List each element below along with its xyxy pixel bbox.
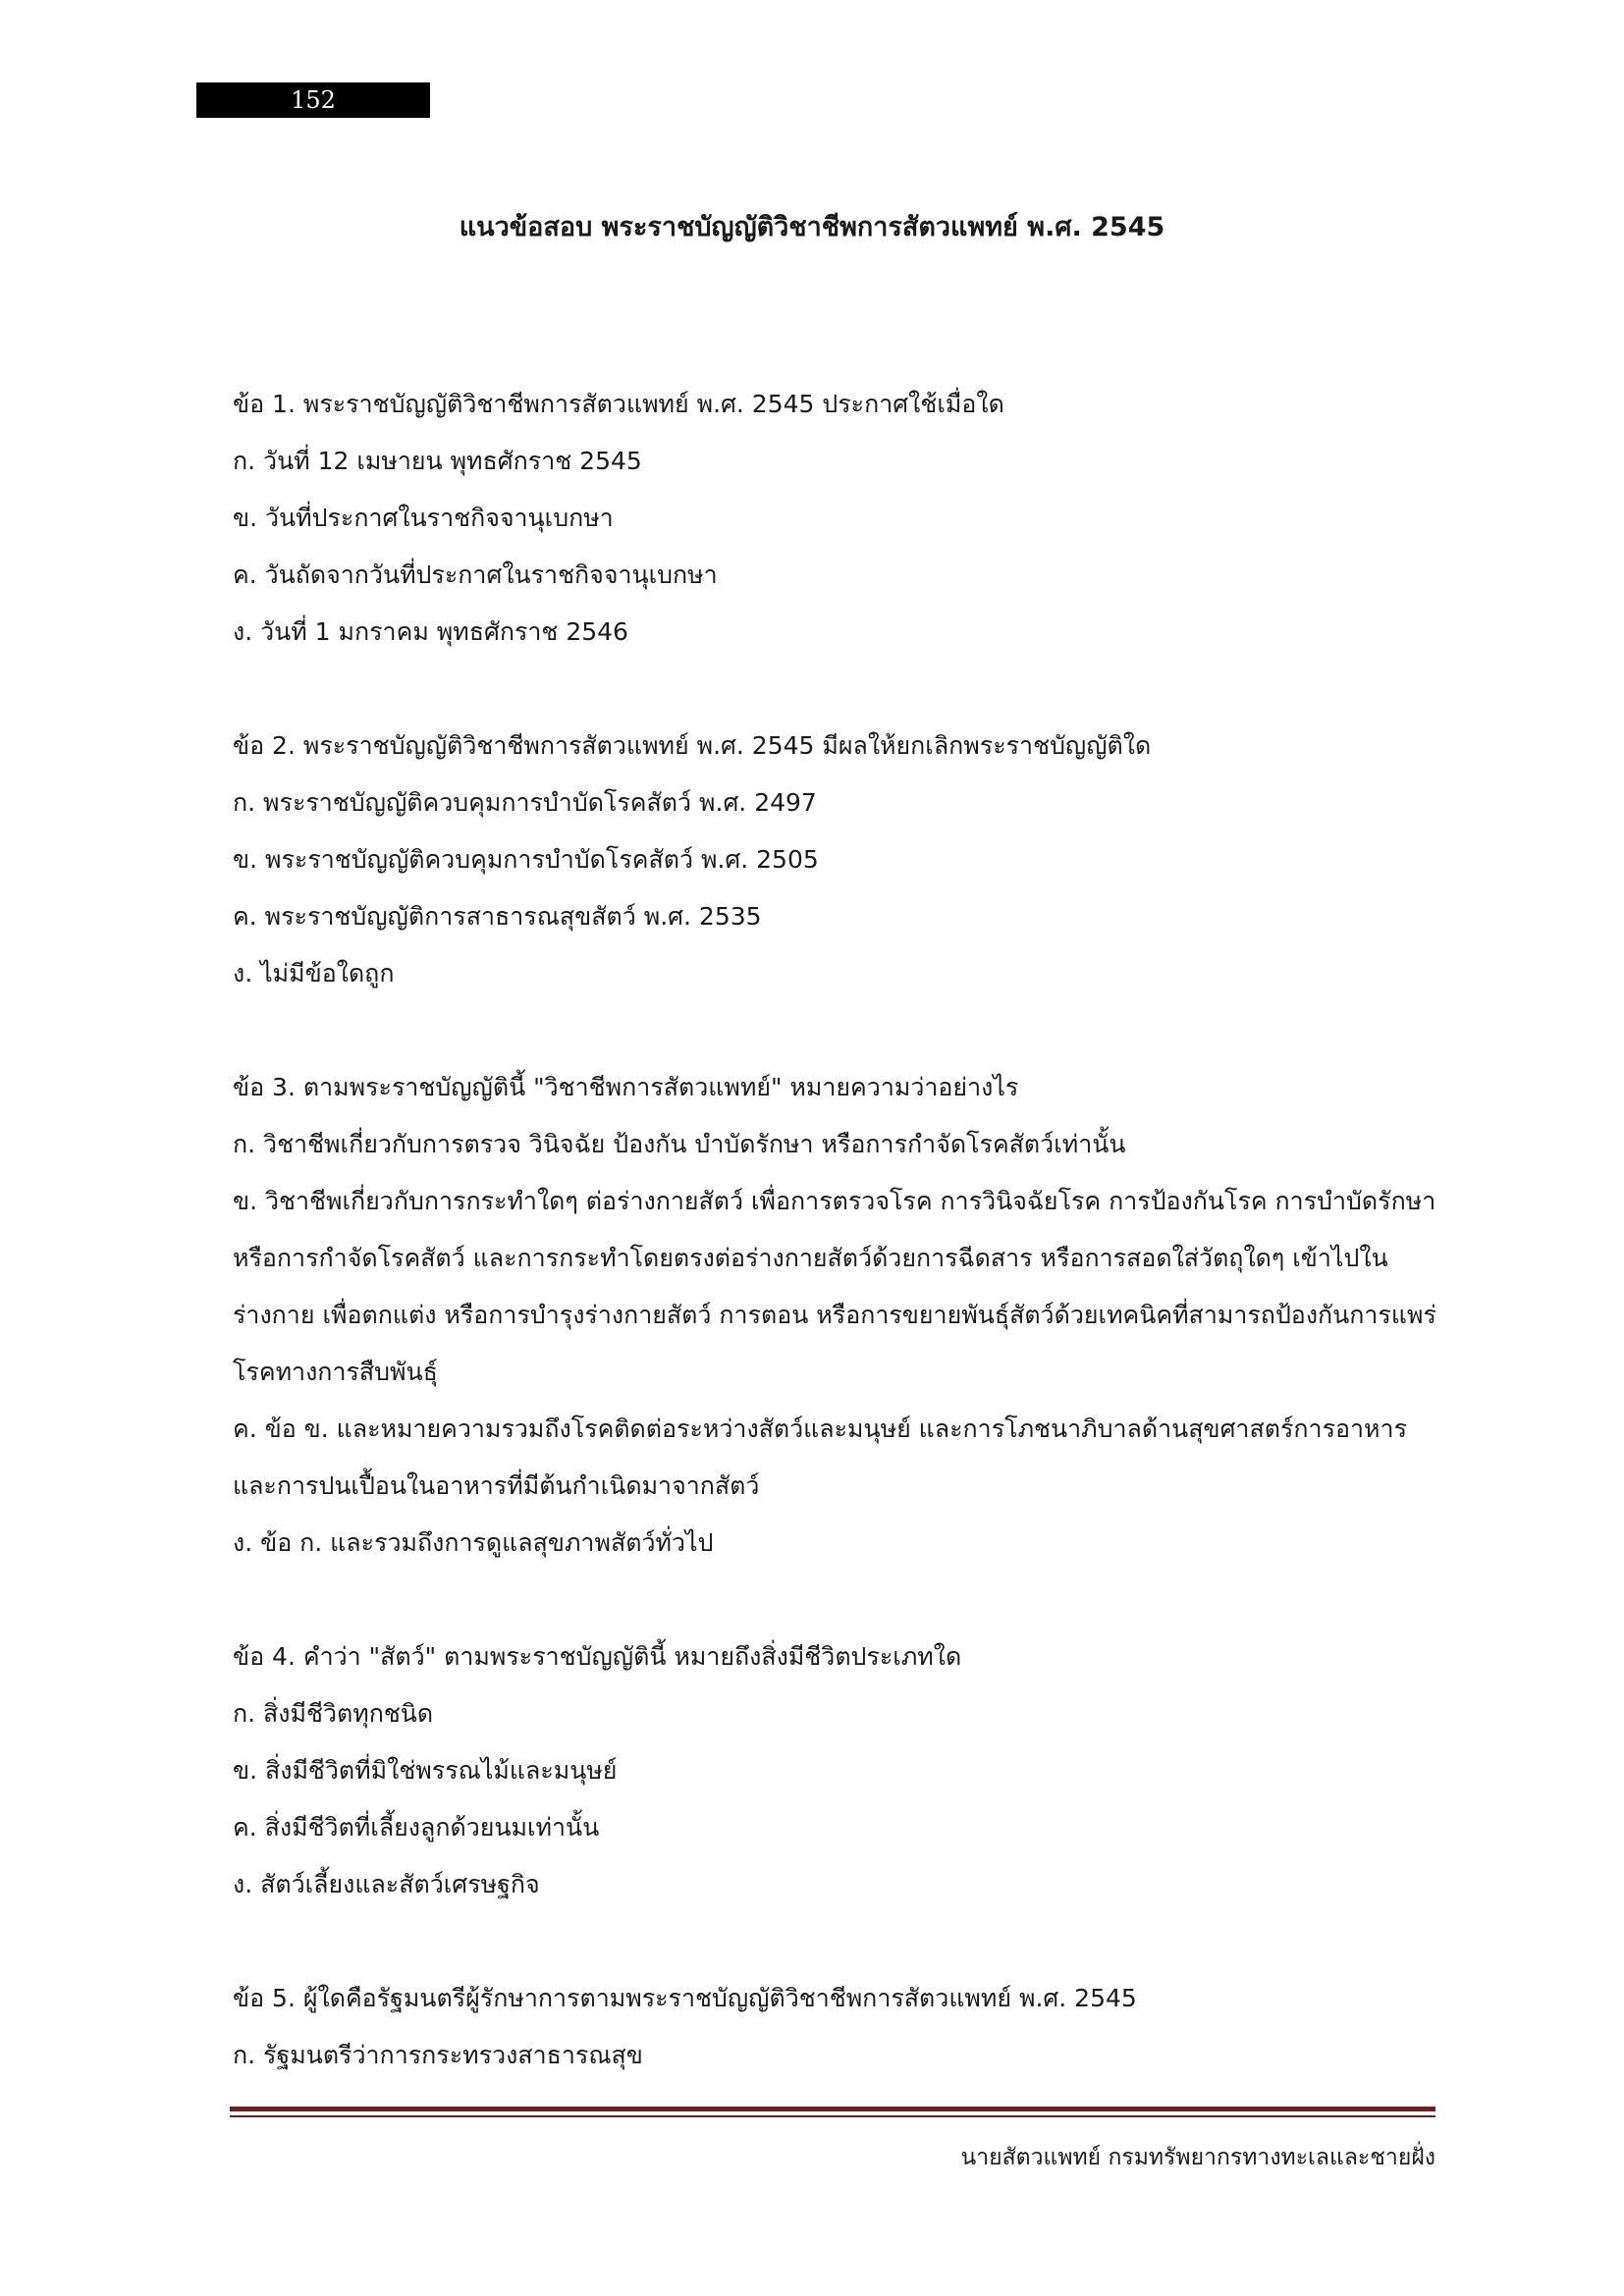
answer-option: ก. วันที่ 12 เมษายน พุทธศักราช 2545	[233, 447, 642, 475]
answer-option: ก. รัฐมนตรีว่าการกระทรวงสาธารณสุข	[233, 2041, 643, 2069]
footer-author: นายสัตวแพทย์ กรมทรัพยากรทางทะเลและชายฝั่ง	[960, 2145, 1435, 2170]
question-4	[233, 1629, 1440, 1913]
answer-option: ค. วันถัดจากวันที่ประกาศในราชกิจจานุเบกษา	[233, 561, 718, 589]
question-text: ข้อ 2. พระราชบัญญัติวิชาชีพการสัตวแพทย์ พ.ศ. 2545 มีผลให้ยกเลิกพระราชบัญญัติใด	[233, 731, 1152, 760]
question-text: ข้อ 5. ผู้ใดคือรัฐมนตรีผู้รักษาการตามพระราชบัญญัติวิชาชีพการสัตวแพทย์ พ.ศ. 2545	[233, 1984, 1137, 2012]
answer-option: ก. สิ่งมีชีวิตทุกชนิด	[233, 1699, 434, 1728]
page-number: 152	[196, 82, 430, 118]
answer-option: ข. วิชาชีพเกี่ยวกับการกระทำใดๆ ต่อร่างกายสัตว์ เพื่อการตรวจโรค การวินิจฉัยโรค การป้องกันโรค การบำบัดรักษา หรือการกำจัดโรคสัตว์ และการกระทำโดยตรงต่อร่างกายสัตว์ด้วยการฉีดสาร หรือการสอดใส่วัตถุใดๆ เข้าไปในร่างกาย เพื่อตกแต่ง หรือการบำรุงร่างกายสัตว์ การตอน หรือการขยายพันธุ์สัตว์ด้วยเทคนิคที่สามารถป้องกันการแพร่โรคทางการสืบพันธุ์	[233, 1187, 1436, 1386]
question-text: ข้อ 4. คำว่า "สัตว์" ตามพระราชบัญญัตินี้ หมายถึงสิ่งมีชีวิตประเภทใด	[233, 1642, 962, 1671]
answer-option: ง. สัตว์เลี้ยงและสัตว์เศรษฐกิจ	[233, 1870, 540, 1898]
question-5	[233, 1970, 1440, 2084]
footer-divider-thin	[230, 2115, 1435, 2117]
answer-option: ง. ข้อ ก. และรวมถึงการดูแลสุขภาพสัตว์ทั่วไป	[233, 1528, 714, 1557]
answer-option: ง. วันที่ 1 มกราคม พุทธศักราช 2546	[233, 617, 628, 646]
footer-divider	[230, 2107, 1435, 2111]
page-title: แนวข้อสอบ พระราชบัญญัติวิชาชีพการสัตวแพทย์ พ.ศ. 2545	[459, 212, 1165, 242]
question-text: ข้อ 1. พระราชบัญญัติวิชาชีพการสัตวแพทย์ พ.ศ. 2545 ประกาศใช้เมื่อใด	[233, 390, 1004, 418]
answer-option: ก. วิชาชีพเกี่ยวกับการตรวจ วินิจฉัย ป้องกัน บำบัดรักษา หรือการกำจัดโรคสัตว์เท่านั้น	[233, 1130, 1126, 1158]
answer-option: ข. พระราชบัญญัติควบคุมการบำบัดโรคสัตว์ พ.ศ. 2505	[233, 845, 819, 874]
question-3	[233, 1059, 1440, 1572]
answer-option: ค. พระราชบัญญัติการสาธารณสุขสัตว์ พ.ศ. 2535	[233, 902, 762, 931]
answer-option: ก. พระราชบัญญัติควบคุมการบำบัดโรคสัตว์ พ.ศ. 2497	[233, 788, 817, 817]
answer-option: ง. ไม่มีข้อใดถูก	[233, 959, 395, 988]
answer-option: ค. สิ่งมีชีวิตที่เลี้ยงลูกด้วยนมเท่านั้น	[233, 1813, 600, 1842]
answer-option: ข. สิ่งมีชีวิตที่มิใช่พรรณไม้และมนุษย์	[233, 1756, 618, 1785]
answer-option: ค. ข้อ ข. และหมายความรวมถึงโรคติดต่อระหว่างสัตว์และมนุษย์ และการโภชนาภิบาลด้านสุขศาสตร์การอาหารและการปนเปื้อนในอาหารที่มีต้นกำเนิดมาจากสัตว์	[233, 1415, 1407, 1500]
answer-option: ข. วันที่ประกาศในราชกิจจานุเบกษา	[233, 504, 614, 532]
question-1	[233, 376, 1440, 661]
question-list	[233, 376, 1440, 2141]
question-text: ข้อ 3. ตามพระราชบัญญัตินี้ "วิชาชีพการสัตวแพทย์" หมายความว่าอย่างไร	[233, 1073, 1019, 1101]
question-2	[233, 718, 1440, 1002]
